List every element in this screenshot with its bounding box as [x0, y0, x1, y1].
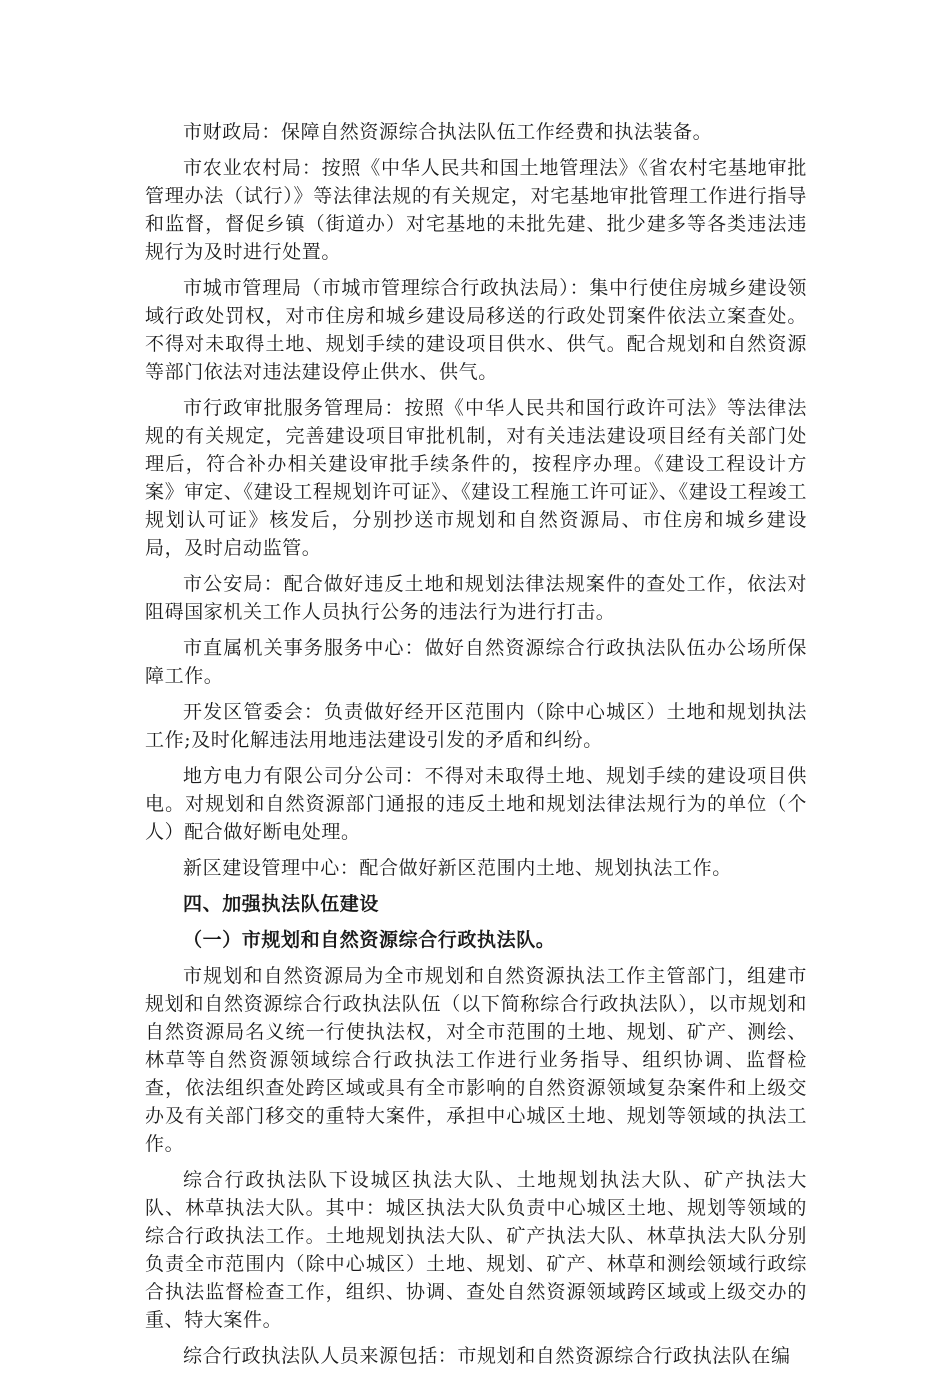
paragraph-personnel-sources: 综合行政执法队人员来源包括：市规划和自然资源综合行政执法队在编 — [183, 1345, 791, 1367]
document-page — [145, 118, 807, 1378]
paragraph-new-district-center: 新区建设管理中心：配合做好新区范围内土地、规划执法工作。 — [183, 857, 732, 879]
section-heading: 四、加强执法队伍建设 — [183, 893, 380, 915]
paragraph-urban-management-bureau: 市城市管理局（市城市管理综合行政执法局）：集中行使住房城乡建设领域行政处罚权，对市住房和城乡建设局移送的行政处罚案件依法立案查处。不得对未取得土地、规划手续的建设项目供水、供气。配合规划和自然资源等部门依法对违法建设停止供水、供气。 — [145, 277, 807, 383]
paragraph-development-zone-committee: 开发区管委会：负责做好经开区范围内（除中心城区）土地和规划执法工作;及时化解违法用地违法建设引发的矛盾和纠纷。 — [145, 701, 807, 751]
paragraph-administrative-approval-bureau: 市行政审批服务管理局：按照《中华人民共和国行政许可法》等法律法规的有关规定，完善建设项目审批机制，对有关违法建设项目经有关部门处理后，符合补办相关建设审批手续条件的，按程序办理。《建设工程设计方案》审定、《建设工程规划许可证》、《建设工程施工许可证》、《建设工程竣工规划认可证》核发后，分别抄送市规划和自然资源局、市住房和城乡建设局，及时启动监管。 — [145, 397, 807, 559]
paragraph-finance-bureau: 市财政局：保障自然资源综合执法队伍工作经费和执法装备。 — [183, 121, 713, 143]
paragraph-public-security-bureau: 市公安局：配合做好违反土地和规划法律法规案件的查处工作，依法对阻碍国家机关工作人员执行公务的违法行为进行打击。 — [145, 573, 807, 623]
paragraph-affairs-service-center: 市直属机关事务服务中心：做好自然资源综合行政执法队伍办公场所保障工作。 — [145, 637, 807, 687]
paragraph-enforcement-team: 市规划和自然资源局为全市规划和自然资源执法工作主管部门，组建市规划和自然资源综合行政执法队伍（以下简称综合行政执法队），以市规划和自然资源局名义统一行使执法权，对全市范围的土地、规划、矿产、测绘、林草等自然资源领域综合行政执法工作进行业务指导、组织协调、监督检查，依法组织查处跨区域或具有全市影响的自然资源领域复杂案件和上级交办及有关部门移交的重特大案件，承担中心城区土地、规划等领域的执法工作。 — [145, 965, 807, 1155]
paragraph-team-divisions: 综合行政执法队下设城区执法大队、土地规划执法大队、矿产执法大队、林草执法大队。其中：城区执法大队负责中心城区土地、规划等领域的综合行政执法工作。土地规划执法大队、矿产执法大队、林草执法大队分别负责全市范围内（除中心城区）土地、规划、矿产、林草和测绘领域行政综合执法监督检查工作，组织、协调、查处自然资源领域跨区域或上级交办的重、特大案件。 — [145, 1169, 807, 1331]
sub-heading: （一）市规划和自然资源综合行政执法队。 — [183, 929, 556, 951]
paragraph-power-company: 地方电力有限公司分公司：不得对未取得土地、规划手续的建设项目供电。对规划和自然资源部门通报的违反土地和规划法律法规行为的单位（个人）配合做好断电处理。 — [145, 765, 807, 843]
paragraph-agriculture-bureau: 市农业农村局：按照《中华人民共和国土地管理法》《省农村宅基地审批管理办法（试行）》等法律法规的有关规定，对宅基地审批管理工作进行指导和监督，督促乡镇（街道办）对宅基地的未批先建、批少建多等各类违法违规行为及时进行处置。 — [145, 157, 807, 263]
